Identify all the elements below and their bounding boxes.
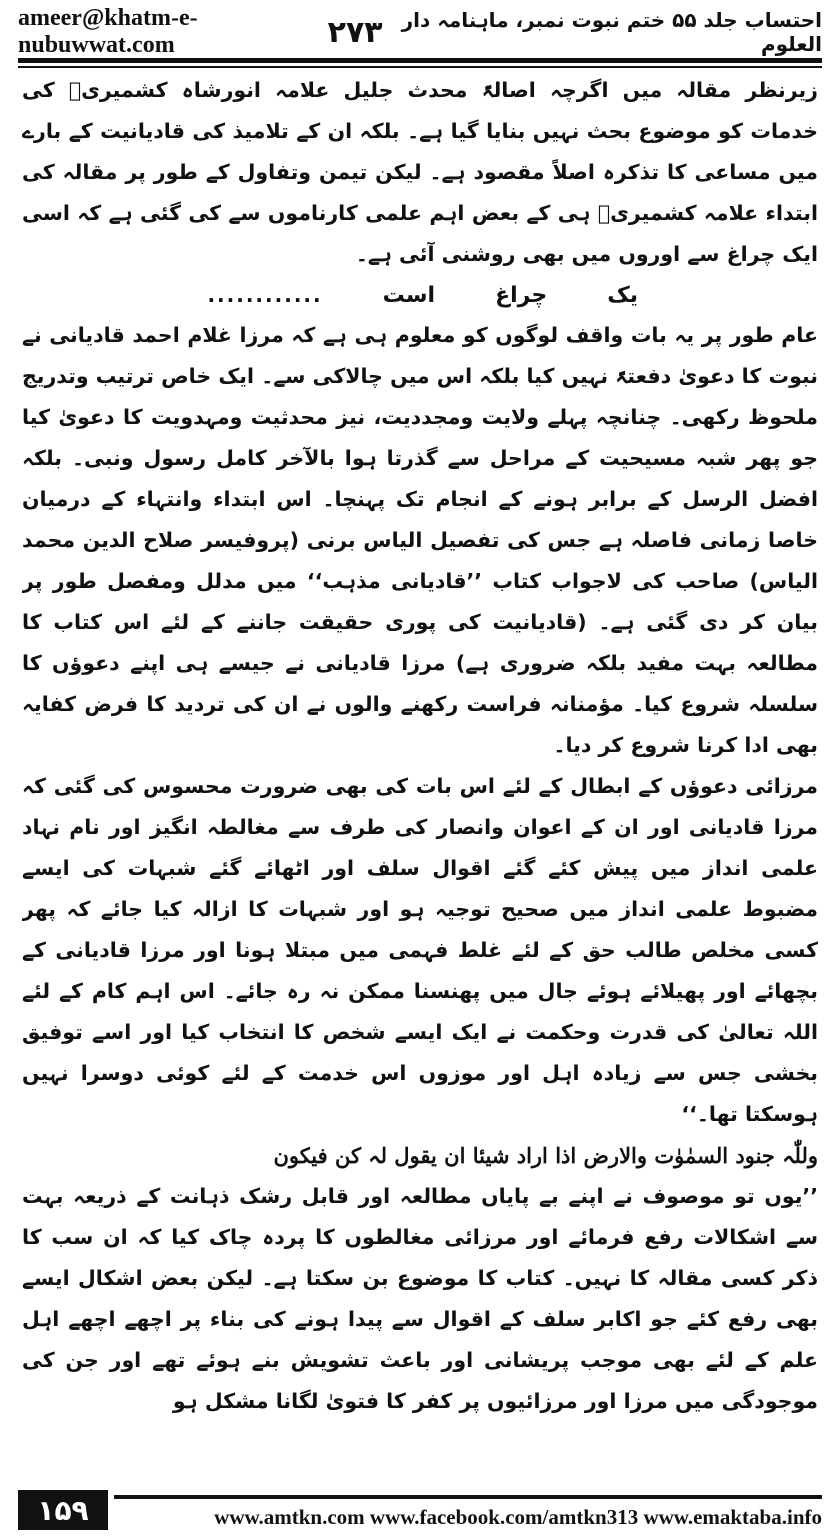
section-heading: [22, 275, 818, 315]
footer-links: [108, 1490, 822, 1530]
heading-word: یک: [607, 282, 638, 308]
closing-paragraph: ’’یوں تو موصوف نے اپنے بے پایاں مطالعہ اور قابل رشک ذہانت کے ذریعہ بہت سے اشکالات رفع فرمائے اور مرزائی مغالطوں کا پردہ چاک کیا کہ ان سب کا ذکر کسی مقالہ کا نہیں۔ کتاب کا موضوع بن سکتا ہے۔ لیکن بعض اشکال ایسے بھی رفع کئے جو اکابر سلف کے اقوال سے پیدا ہونے کی بناء پر اچھے اچھے اہل علم کے لئے بھی موجب پریشانی اور باعث تشویش بنے ہوئے تھے اور جن کی موجودگی میں مرزا اور مرزائیوں پر کفر کا فتویٰ لگانا مشکل ہو: [22, 1184, 818, 1413]
arabic-quote: وللّٰہ جنود السمٰوٰت والارض اذا اراد شیئا ان یقول لہ کن فیکون: [273, 1143, 818, 1168]
footer-urls: www.amtkn.com www.facebook.com/amtkn313 www.emaktaba.info: [214, 1505, 822, 1529]
header-page-number: ۲۷۳: [327, 14, 383, 50]
header-title: احتساب جلد ۵۵ ختم نبوت نمبر، ماہنامہ دار العلوم: [401, 8, 822, 56]
header-email: ameer@khatm-e-nubuwwat.com: [18, 5, 198, 58]
header-rule-thick: [18, 58, 822, 63]
heading-word: است: [382, 282, 436, 308]
intro-paragraph: زیرنظر مقالہ میں اگرچہ اصالۃً محدث جلیل علامہ انورشاہ کشمیریؒ کی خدمات کو موضوع بحث نہیں بنایا گیا ہے۔ بلکہ ان کے تلامیذ کی قادیانیت کے بارے میں مساعی کا تذکرہ اصلاً مقصود ہے۔ لیکن تیمن وتفاول کے طور پر مقالہ کی ابتداء علامہ کشمیریؒ ہی کے بعض اہم علمی کارناموں سے کی گئی ہے کہ اسی ایک چراغ سے اوروں میں بھی روشنی آئی ہے۔: [22, 78, 818, 266]
footer-rule: [114, 1495, 822, 1499]
header-rule-thin: [18, 66, 822, 68]
header-left: [18, 5, 383, 59]
heading-dots: ............: [207, 283, 323, 307]
heading-word: چراغ: [495, 282, 548, 308]
footer-page-number: ۱۵۹: [18, 1490, 108, 1530]
body-paragraph-1: عام طور پر یہ بات واقف لوگوں کو معلوم ہی ہے کہ مرزا غلام احمد قادیانی نے نبوت کا دعویٰ دفعتہً نہیں کیا بلکہ اس میں چالاکی سے۔ ایک خاص ترتیب وتدریج ملحوظ رکھی۔ چنانچہ پہلے ولایت ومجددیت، نیز محدثیت ومہدویت کا دعویٰ کیا جو پھر شبہ مسیحیت کے مراحل سے گذرتا ہوا بالآخر کامل رسول ونبی۔ بلکہ افضل الرسل کے برابر ہونے کے انجام تک پہنچا۔ اس ابتداء وانتہاء کے درمیان خاصا زمانی فاصلہ ہے جس کی تفصیل الیاس برنی (پروفیسر صلاح الدین محمد الیاس) صاحب کی لاجواب کتاب ’’قادیانی مذہب‘‘ میں مدلل ومفصل طور پر بیان کر دی گئی ہے۔ (قادیانیت کی پوری حقیقت جاننے کے لئے اس کتاب کا مطالعہ بہت مفید بلکہ ضروری ہے) مرزا قادیانی نے جیسے ہی اپنے دعوؤں کا سلسلہ شروع کیا۔ مؤمنانہ فراست رکھنے والوں نے ان کی تردید کا فرض کفایہ بھی ادا کرنا شروع کر دیا۔: [22, 323, 818, 757]
body-paragraph-2: مرزائی دعوؤں کے ابطال کے لئے اس بات کی بھی ضرورت محسوس کی گئی کہ مرزا قادیانی اور ان کے اعوان وانصار کی طرف سے مغالطہ انگیز اور نام نہاد علمی انداز میں پیش کئے گئے اقوال سلف اور اٹھائے گئے شبہات کی ایسے مضبوط علمی انداز میں صحیح توجیہ ہو اور شبہات کا ازالہ کیا جائے کہ پھر کسی مخلص طالب حق کے لئے غلط فہمی میں مبتلا ہونا اور مرزا قادیانی کے بچھائے اور پھیلائے ہوئے جال میں پھنسنا ممکن نہ رہ جائے۔ اس اہم کام کے لئے اللہ تعالیٰ کی قدرت وحکمت نے ایک ایسے شخص کا انتخاب کیا اور اسے توفیق بخشی جس سے زیادہ اہل اور موزوں اس خدمت کے لئے کوئی دوسرا نہیں ہوسکتا تھا۔‘‘: [22, 774, 818, 1126]
page-footer: [18, 1490, 822, 1530]
article-body: [22, 70, 818, 1484]
page-header: [18, 5, 822, 58]
